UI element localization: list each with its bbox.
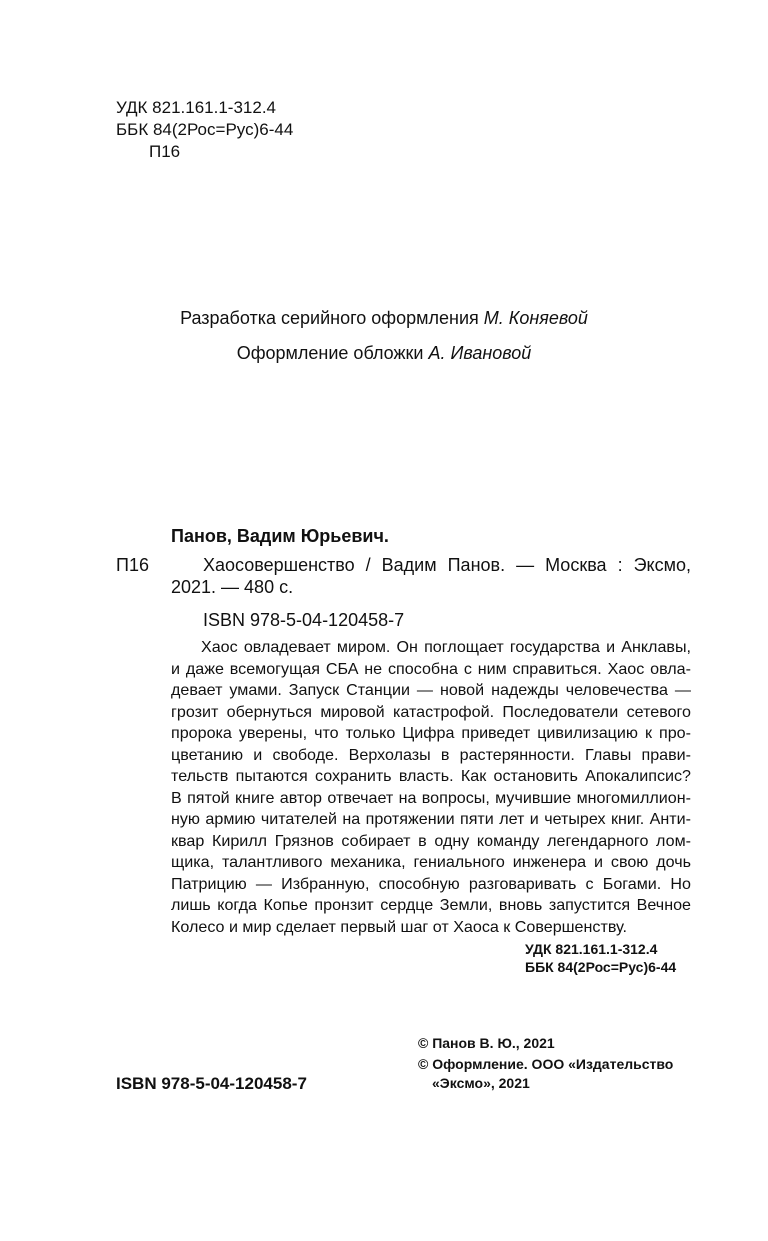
title-line-2: 2021. — 480 с.	[171, 577, 294, 597]
record-author-mark: П16	[116, 555, 149, 575]
copyright-author: © Панов В. Ю., 2021	[418, 1035, 555, 1051]
series-designer-name: М. Коняевой	[483, 308, 588, 328]
cover-design-credit	[0, 342, 768, 364]
annotation-line: ную армию читателей на протяжении пяти лет и четырех книг. Анти-	[171, 810, 691, 828]
annotation-line: девает умами. Запуск Станции — новой надежды человечества —	[171, 681, 691, 699]
annotation-line: пророка уверены, что только Цифра приведет цивилизацию к про-	[171, 724, 691, 742]
annotation-line: Колесо и мир сделает первый шаг от Хаоса к Совершенству.	[171, 917, 627, 936]
footer-isbn: ISBN 978-5-04-120458-7	[116, 1074, 307, 1093]
annotation-line: тельств пытаются сохранить власть. Как остановить Апокалипсис?	[171, 767, 691, 785]
series-design-credit	[0, 307, 768, 329]
bbk-code-repeat: ББК 84(2Рос=Рус)6-44	[525, 959, 677, 975]
bbk-code: ББК 84(2Рос=Рус)6-44	[116, 120, 294, 139]
annotation	[171, 637, 691, 938]
annotation-line: В пятой книге автор отвечает на вопросы, мучившие многомиллион-	[171, 788, 691, 807]
author-mark: П16	[149, 142, 181, 161]
annotation-line: и даже всемогущая СБА не способна с ним справиться. Хаос овла-	[171, 659, 691, 678]
title-line-1: Хаосовершенство / Вадим Панов. — Москва : Эксмо,	[203, 555, 691, 575]
copyright-design-line-2: «Эксмо», 2021	[432, 1075, 530, 1091]
author-heading: Панов, Вадим Юрьевич.	[171, 526, 389, 546]
udk-code-repeat: УДК 821.161.1-312.4	[525, 941, 658, 957]
annotation-line: цветанию и свободе. Верхолазы в растерянности. Главы прави-	[171, 745, 691, 764]
copyright-design-line-1: © Оформление. ООО «Издательство	[418, 1056, 674, 1072]
udk-code: УДК 821.161.1-312.4	[116, 98, 277, 117]
annotation-line: щика, талантливого механика, гениального инженера и свою дочь	[171, 853, 691, 871]
series-design-label: Разработка серийного оформления	[180, 308, 479, 328]
annotation-line: квар Кирилл Грязнов собирает в одну команду легендарного лом-	[171, 831, 691, 850]
annotation-line: грозит обернуться мировой катастрофой. Последователи сетевого	[171, 702, 691, 721]
annotation-line: Хаос овладевает миром. Он поглощает государства и Анклавы,	[201, 638, 691, 656]
cover-designer-name: А. Ивановой	[428, 343, 532, 363]
cover-design-label: Оформление обложки	[236, 343, 424, 363]
annotation-line: Патрицию — Избранную, способную разговаривать с Богами. Но	[171, 874, 691, 893]
record-isbn: ISBN 978-5-04-120458-7	[203, 610, 405, 630]
annotation-line: лишь когда Копье пронзит сердце Земли, вновь запустится Вечное	[171, 896, 691, 914]
